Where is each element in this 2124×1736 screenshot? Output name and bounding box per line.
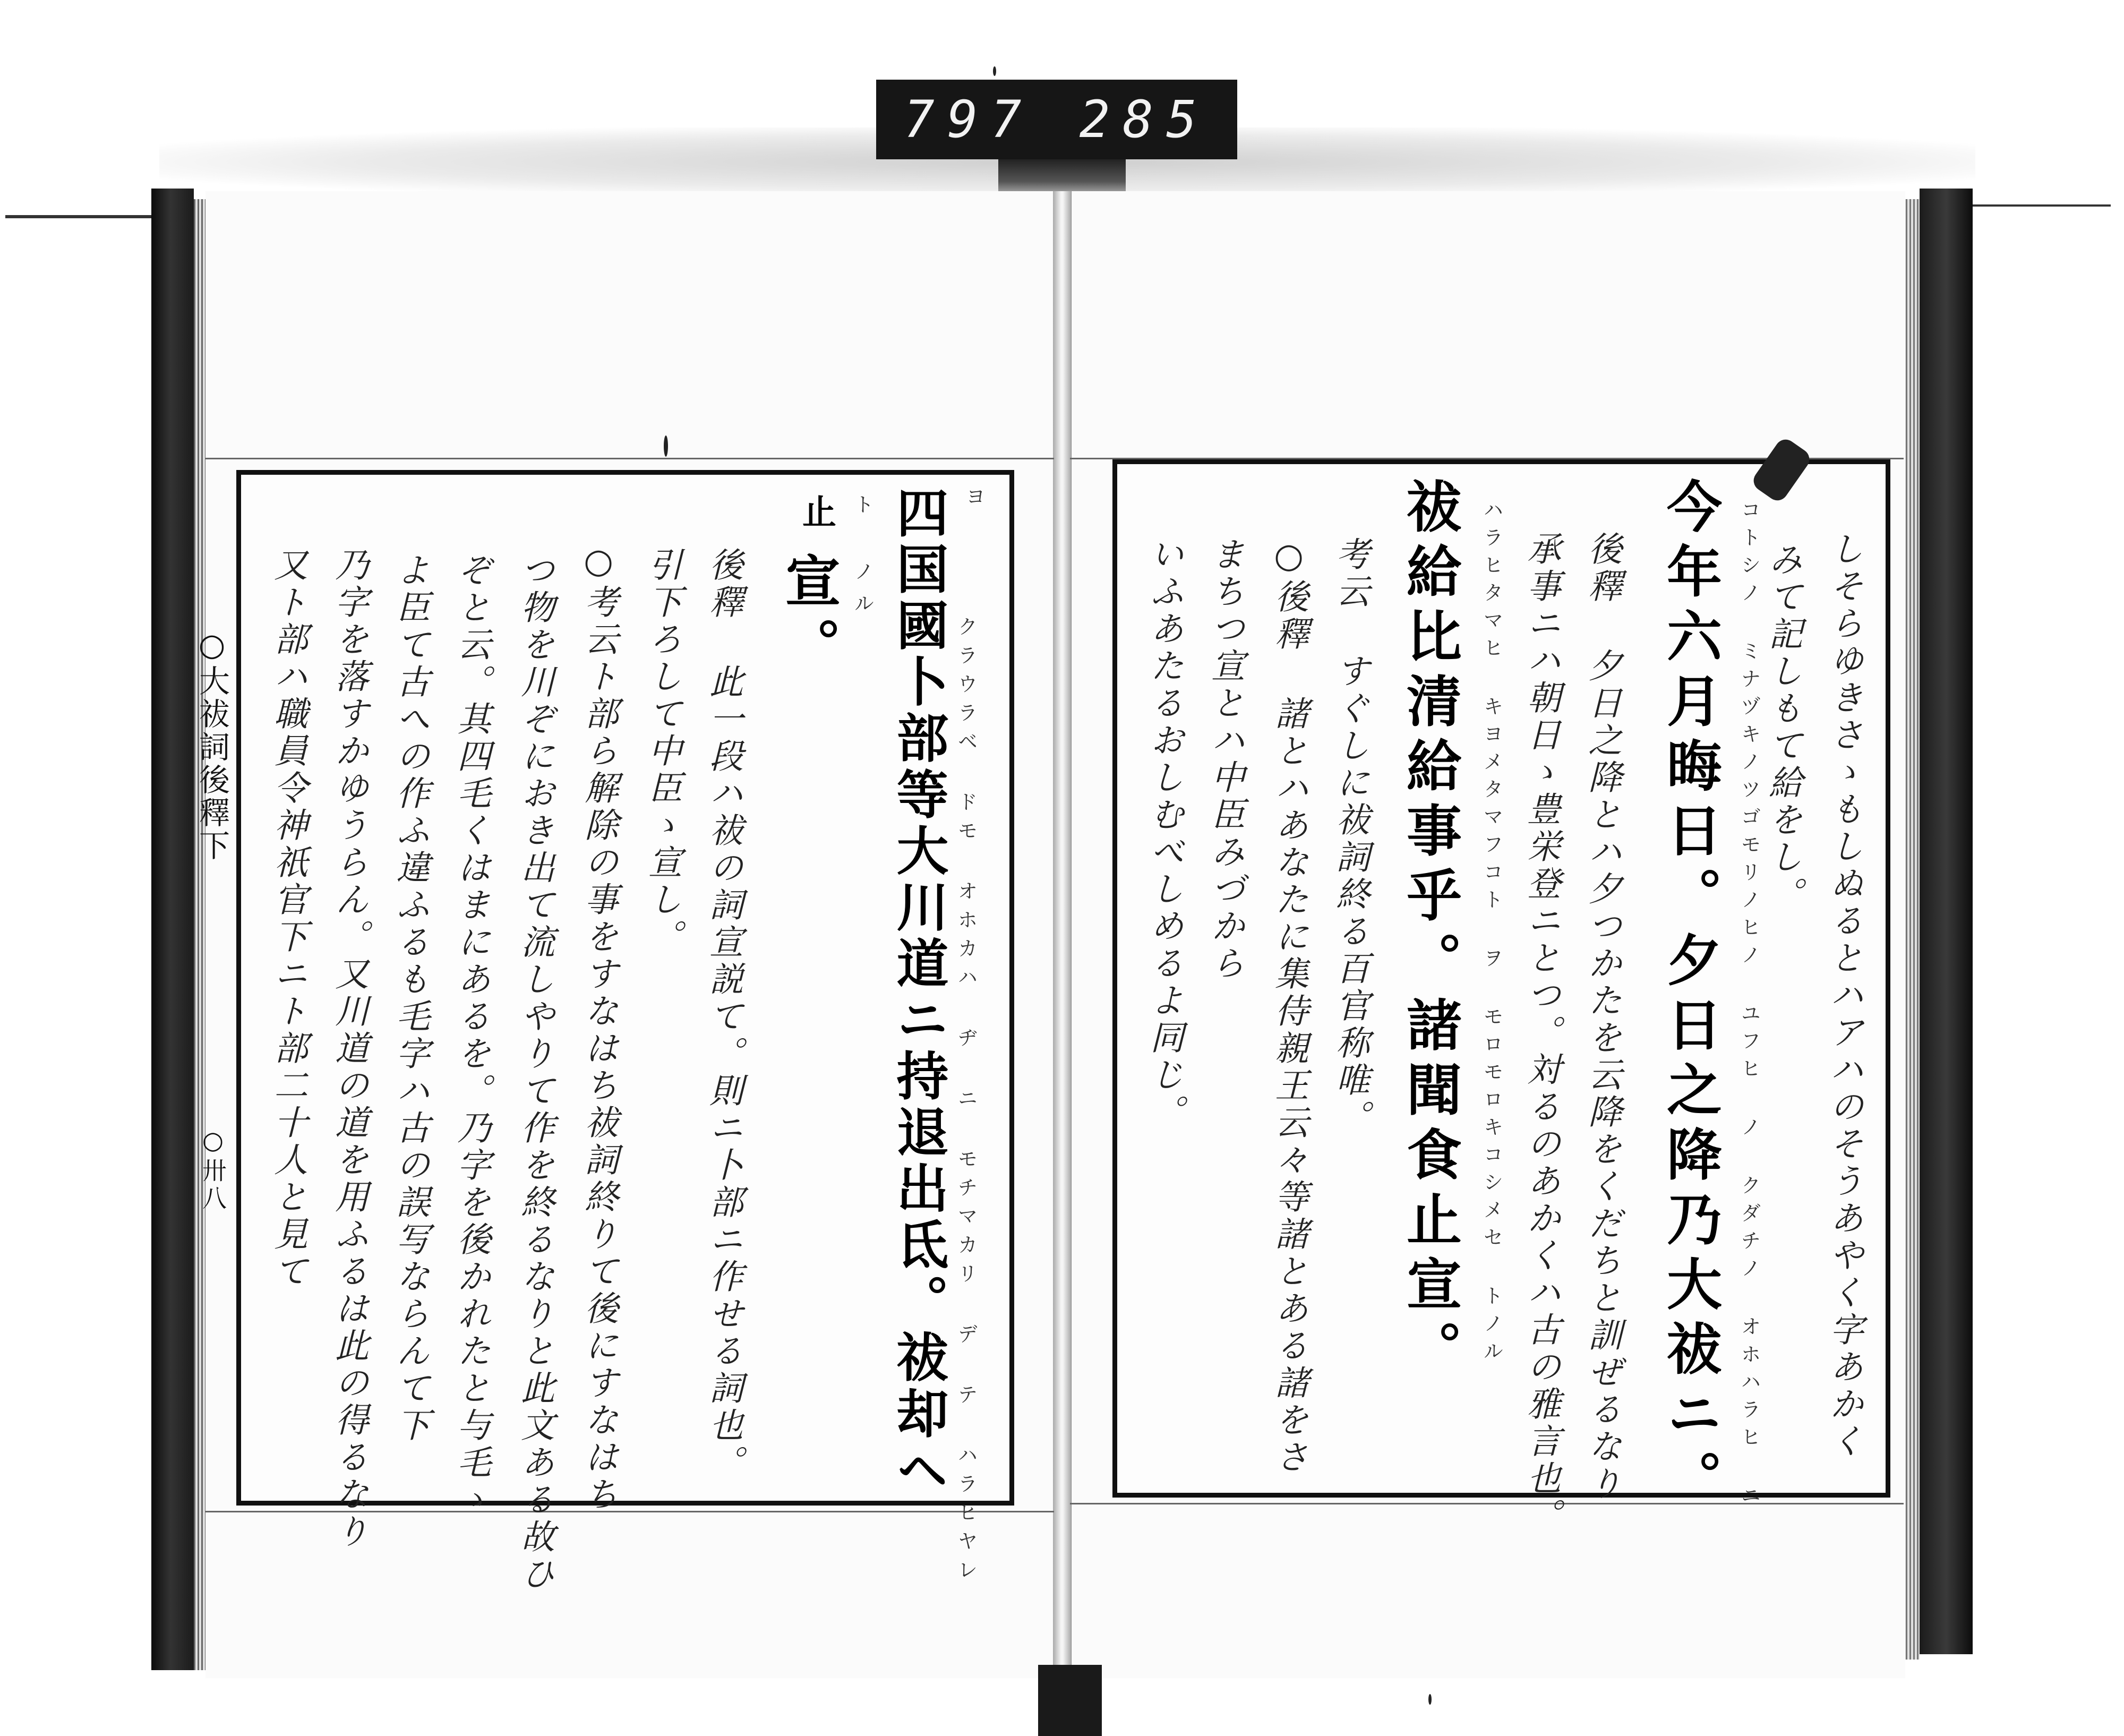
book-cover-left xyxy=(151,189,194,1670)
left-col-shi: 止 xyxy=(796,494,836,537)
left-col-sen: 宣。 xyxy=(776,552,841,682)
left-page-rule-top xyxy=(205,458,1054,459)
left-col-toru: ト ノル xyxy=(851,494,874,625)
left-col-hand-1: 後釋 此一段ハ祓の詞宣説て。則ニ卜部ニ作せる詞也。 xyxy=(704,547,743,1482)
left-col-hand-4: つ物を川ぞにおき出て流しやりて作を終るなりと此文ある故ひ xyxy=(515,552,554,1593)
right-col-ruby-2: ハラヒタマヒ キヨメタマフコト ヲ モロモロキコシメセ トノル xyxy=(1480,499,1503,1368)
left-page-number: ○卅八 xyxy=(199,1126,227,1213)
right-col-hand-7: まちつ宣とハ中臣みづから xyxy=(1205,536,1245,982)
right-col-hand-4: 承事ニハ朝日ゝ豊栄登ニとつ。対るのあかくハ古の雅言也。 xyxy=(1521,531,1561,1535)
left-col-hand-5: ぞと云。其四毛くはまにあるを。乃字を後かれたと与毛ゝ xyxy=(451,552,491,1519)
left-margin-title: ○大祓詞後釋下 xyxy=(194,627,230,862)
page-stack-right xyxy=(1904,199,1920,1660)
left-col-hand-7: 乃字を落すかゆうらん。又川道の道を用ふるは此の得るなり xyxy=(329,547,369,1551)
right-col-hand-3: 後釋 夕日之降とハ夕つかたを云降をくだちと訓ぜるなり xyxy=(1582,531,1622,1503)
right-col-ruby-1: コトシノ ミナヅキノツゴモリノヒノ ユフヒ ノ クダチノ オホハラヒ ニ xyxy=(1737,499,1761,1512)
left-col-hand-6: よ臣て古への作ふ違ふるも毛字ハ古の誤写ならんて下 xyxy=(390,552,430,1444)
left-col-main: 四国國卜部等大川道ニ持退出氐。祓却ヘ xyxy=(888,486,949,1499)
book-spine xyxy=(1053,191,1071,1678)
speck-3 xyxy=(1428,1694,1432,1705)
right-col-main-2: 祓給比清給事乎。諸聞食止宣。 xyxy=(1397,478,1462,1385)
edge-line-left xyxy=(5,215,159,218)
speck-1 xyxy=(664,435,668,457)
frame-number-left: 797 xyxy=(904,90,1034,149)
right-col-hand-2: みて記しもて給をし。 xyxy=(1763,542,1802,913)
frame-number-right: 285 xyxy=(1079,90,1210,149)
gutter-bottom-clip xyxy=(1038,1665,1102,1736)
frame-number-plate xyxy=(876,80,1237,159)
right-col-hand-5: 考云 すぐしに祓詞終る百官称唯。 xyxy=(1330,536,1369,1136)
right-col-main-1: 今年六月晦日。夕日之降乃大祓ニ。 xyxy=(1657,478,1723,1515)
left-col-ruby: クラウラベ ドモ オホカハ ヂ ニ モチマカリ デ テ ハラヒヤレ xyxy=(954,616,978,1588)
left-col-yo: ヨ xyxy=(962,486,986,518)
edge-line-right xyxy=(1973,204,2111,207)
right-col-hand-1: しそらゆきさゝもしぬるとハアハのそうあやく字あかく xyxy=(1824,531,1863,1460)
book-cover-right xyxy=(1920,189,1973,1654)
right-col-hand-8: いふあたるおしむべしめるよ同じ。 xyxy=(1144,536,1184,1131)
left-col-hand-3: ○考云ト部ら解除の事をすなはち祓詞終りて後にすなはち xyxy=(579,542,618,1513)
left-col-hand-2: 引下ろして中臣ゝ宣し。 xyxy=(643,547,682,956)
right-col-hand-6: ○後釋 諸とハあなたに集侍親王云々等諸とある諸をさ xyxy=(1269,536,1308,1476)
speck-2 xyxy=(993,66,996,76)
left-col-hand-8: 又ト部ハ職員令神祇官下ニト部二十人と見て xyxy=(268,547,307,1290)
right-page-rule-bottom xyxy=(1070,1503,1904,1504)
page-stack-left xyxy=(194,199,205,1670)
